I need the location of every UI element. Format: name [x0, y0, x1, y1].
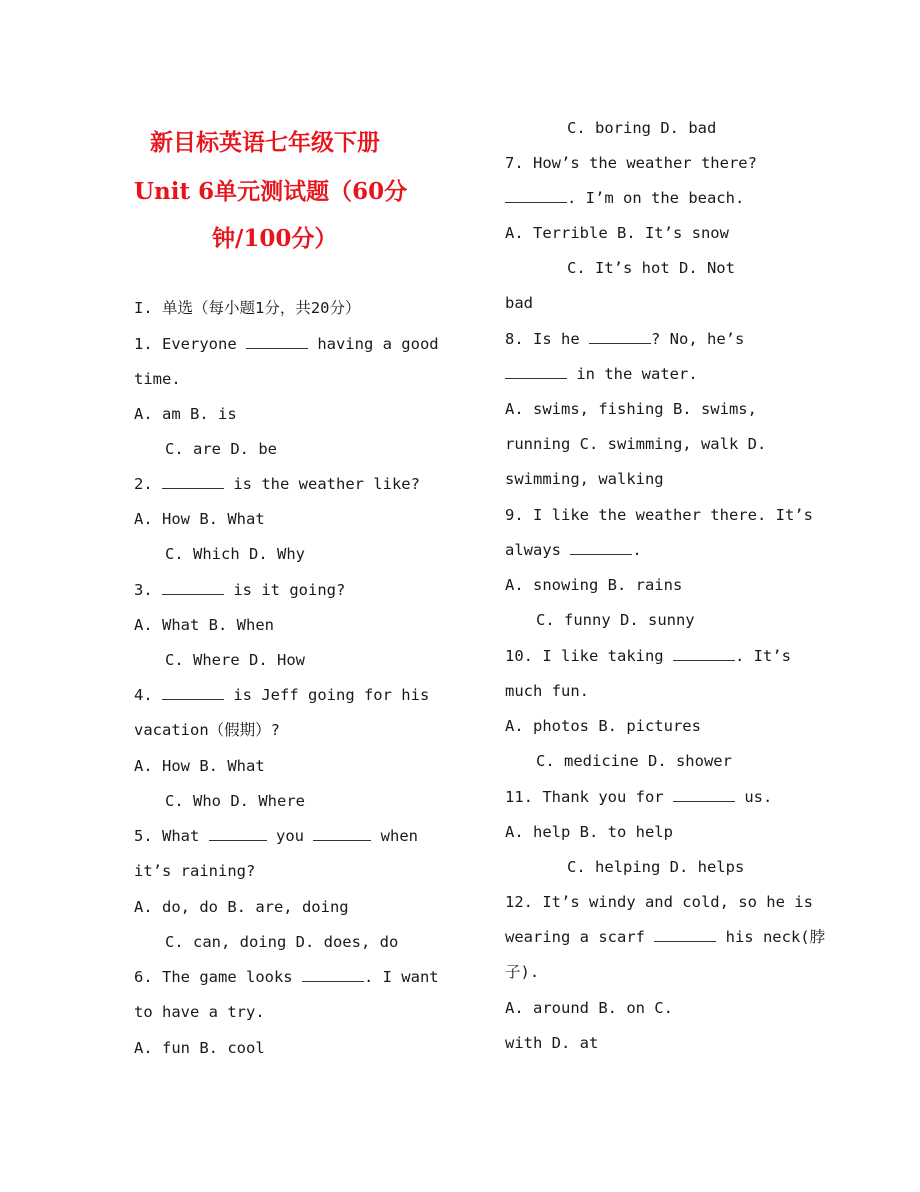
answer-blank	[162, 474, 224, 489]
question-7-cont: . I’m on the beach.	[505, 188, 744, 208]
question-5: 5. What you when	[134, 827, 418, 845]
question-12-cont-2: 子).	[505, 963, 540, 981]
question-9: 9. I like the weather there. It’s	[505, 506, 813, 524]
answer-blank	[589, 329, 651, 344]
question-10: 10. I like taking . It’s	[505, 647, 791, 665]
question-11-options-cd: C. helping D. helps	[567, 858, 745, 876]
question-10-cont: much fun.	[505, 682, 589, 700]
question-12-cont: wearing a scarf his neck(脖	[505, 928, 826, 946]
answer-blank	[302, 967, 364, 982]
question-8-options-3: swimming, walking	[505, 470, 664, 488]
question-2-options-cd: C. Which D. Why	[165, 545, 305, 563]
question-5-options-ab: A. do, do B. are, doing	[134, 898, 349, 916]
question-9-cont: always .	[505, 541, 642, 559]
answer-blank	[654, 927, 716, 942]
answer-blank	[505, 188, 567, 203]
question-5-cont: it’s raining?	[134, 862, 256, 880]
question-1-options-ab: A. am B. is	[134, 405, 237, 423]
answer-blank	[570, 540, 632, 555]
question-9-options-cd: C. funny D. sunny	[536, 611, 695, 629]
question-4: 4. is Jeff going for his	[134, 686, 430, 704]
question-9-options-ab: A. snowing B. rains	[505, 576, 683, 594]
question-7-options-wrap: bad	[505, 294, 533, 312]
answer-blank	[313, 826, 371, 841]
answer-blank	[209, 826, 267, 841]
title-line-3: 钟/100分）	[212, 225, 338, 252]
question-3-options-ab: A. What B. When	[134, 616, 274, 634]
question-6-options-cd: C. boring D. bad	[567, 119, 717, 137]
question-1: 1. Everyone having a good	[134, 335, 439, 353]
answer-blank	[673, 646, 735, 661]
question-8-options-1: A. swims, fishing B. swims,	[505, 400, 757, 418]
question-8: 8. Is he ? No, he’s	[505, 330, 745, 348]
question-1-options-cd: C. are D. be	[165, 440, 277, 458]
question-7: 7. How’s the weather there?	[505, 154, 757, 172]
question-7-options-cd: C. It’s hot D. Not	[567, 259, 735, 277]
section-heading: I. 单选（每小题1分，共20分）	[134, 299, 361, 317]
question-3: 3. is it going?	[134, 581, 346, 599]
question-10-options-cd: C. medicine D. shower	[536, 752, 732, 770]
question-4-options-ab: A. How B. What	[134, 757, 265, 775]
question-12-options-2: with D. at	[505, 1034, 599, 1052]
question-8-options-2: running C. swimming, walk D.	[505, 435, 767, 453]
question-6-options-ab: A. fun B. cool	[134, 1039, 265, 1057]
question-4-cont: vacation（假期）?	[134, 721, 280, 739]
question-3-options-cd: C. Where D. How	[165, 651, 305, 669]
question-8-cont: in the water.	[505, 364, 698, 384]
question-1-cont: time.	[134, 370, 181, 388]
question-7-options-ab: A. Terrible B. It’s snow	[505, 224, 729, 242]
question-11: 11. Thank you for us.	[505, 788, 773, 806]
question-6: 6. The game looks . I want	[134, 968, 439, 986]
title-line-2: Unit 6单元测试题（60分	[134, 178, 408, 205]
question-2: 2. is the weather like?	[134, 475, 420, 493]
question-6-cont: to have a try.	[134, 1003, 265, 1021]
question-2-options-ab: A. How B. What	[134, 510, 265, 528]
question-12: 12. It’s windy and cold, so he is	[505, 893, 813, 911]
question-4-options-cd: C. Who D. Where	[165, 792, 305, 810]
answer-blank	[246, 334, 308, 349]
question-11-options-ab: A. help B. to help	[505, 823, 673, 841]
question-12-options-1: A. around B. on C.	[505, 999, 673, 1017]
answer-blank	[162, 580, 224, 595]
answer-blank	[673, 787, 735, 802]
question-10-options-ab: A. photos B. pictures	[505, 717, 701, 735]
answer-blank	[162, 685, 224, 700]
question-5-options-cd: C. can, doing D. does, do	[165, 933, 399, 951]
answer-blank	[505, 364, 567, 379]
title-line-1: 新目标英语七年级下册	[150, 129, 380, 156]
